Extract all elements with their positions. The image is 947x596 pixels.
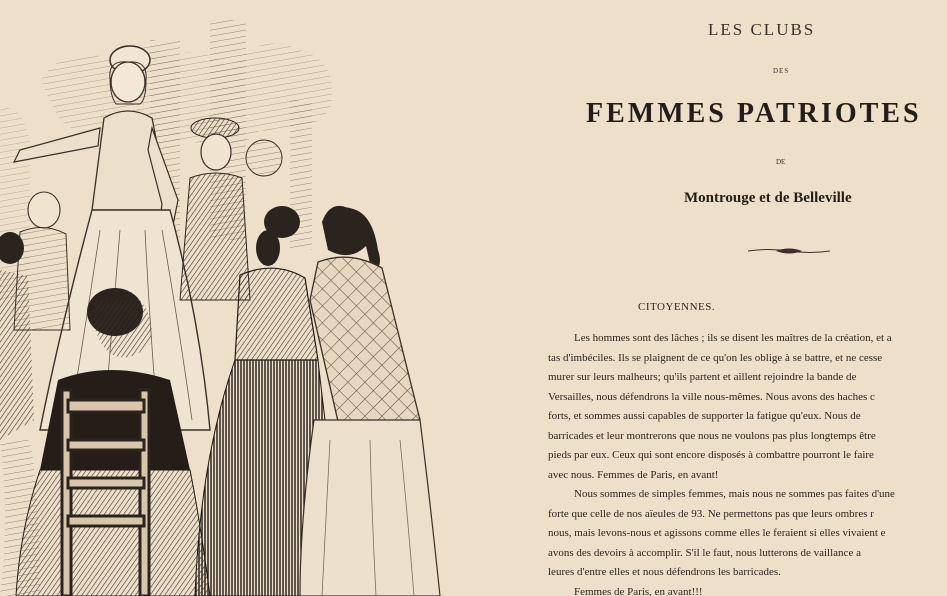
header-subtitle: Montrouge et de Belleville — [684, 190, 852, 206]
header-de: DE — [776, 158, 786, 166]
body-line: barricades et leur montrerons que nous ne voulons pas plus longtemps être — [548, 429, 876, 442]
body-line: Les hommes sont des lâches ; ils se disent les maîtres de la création, et a — [574, 332, 892, 344]
ornament-divider-icon — [748, 246, 830, 256]
body-line: Versailles, nous défendrons la ville nous-mêmes. Nous avons des haches c — [548, 390, 875, 403]
body-line: Nous sommes de simples femmes, mais nous ne sommes pas faites d'une — [574, 488, 895, 500]
body-line: forts, et sommes aussi capables de supporter la fatigue qu'eux. Nous de — [548, 410, 861, 422]
body-line: tas d'imbéciles. Ils se plaignent de ce qu'on les oblige à se battre, et ne cesse — [548, 351, 883, 364]
body-line: pieds par eux. Ceux qui sont encore disposés à combattre pourront le faire — [548, 449, 874, 461]
body-line: avec nous. Femmes de Paris, en avant! — [548, 468, 719, 481]
body-line: murer sur leurs malheurs; qu'ils partent et aillent rejoindre la bande de — [548, 371, 857, 383]
body-line: Femmes de Paris, en avant!!! — [574, 585, 703, 596]
header-line-1: LES CLUBS — [708, 20, 816, 39]
body-line: forte que celle de nos aïeules de 93. Ne permettons pas que leurs ombres r — [548, 507, 874, 520]
body-text — [548, 329, 947, 596]
printed-page — [548, 0, 947, 596]
body-line: avons des devoirs à accomplir. S'il le faut, nous lutterons de vaillance a — [548, 546, 861, 559]
body-line: nous, mais levons-nous et agissons comme elles le feraient si elles vivaient e — [548, 527, 886, 539]
engraving-illustration — [0, 0, 470, 596]
header-des: DES — [773, 67, 790, 75]
women-gathering-engraving — [0, 0, 470, 596]
body-line: leures d'entre elles et nous défendrons les barricades. — [548, 566, 781, 578]
salutation: CITOYENNES. — [638, 301, 716, 313]
header-title: FEMMES PATRIOTES — [586, 98, 922, 129]
